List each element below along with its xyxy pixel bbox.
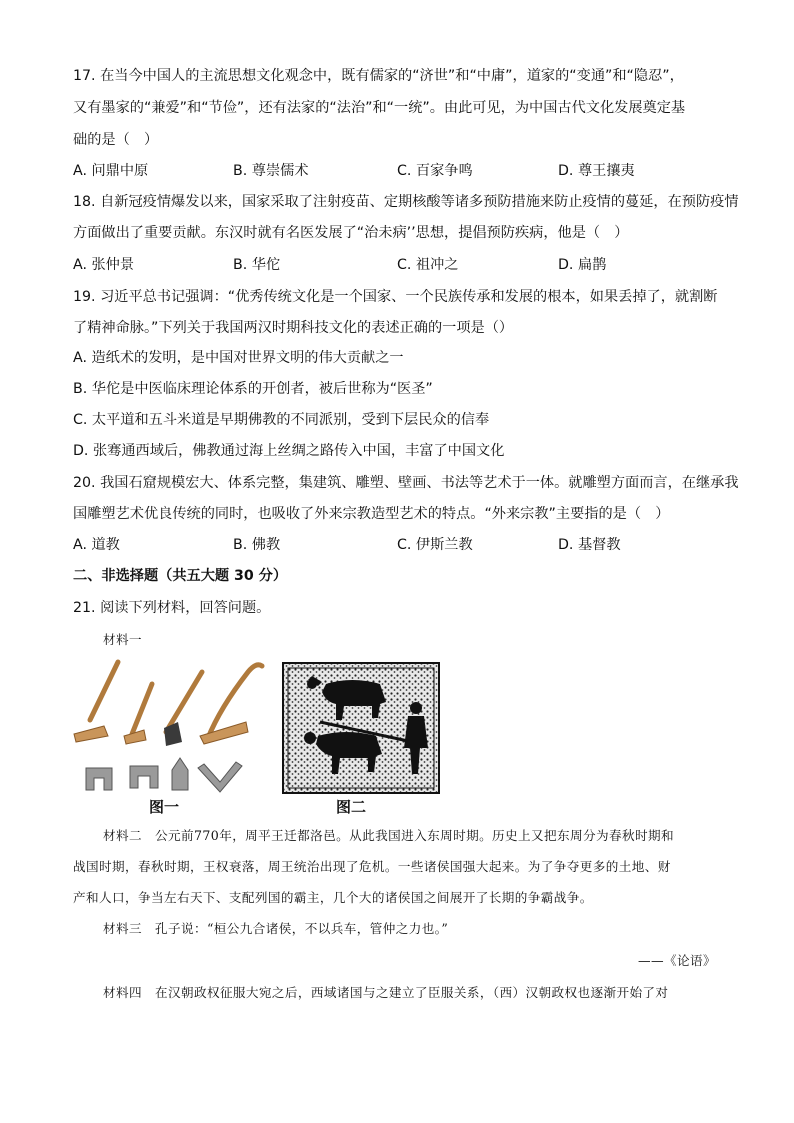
q19-stem-line-2: 了精神命脉。”下列关于我国两汉时期科技文化的表述正确的一项是（）	[73, 320, 514, 336]
material-3-source: ——《论语》	[638, 953, 716, 968]
q19-option-d: D. 张骞通西域后，佛教通过海上丝绸之路传入中国，丰富了中国文化	[73, 443, 505, 459]
q18-stem-line-2: 方面做出了重要贡献。东汉时就有名医发展了“治未病’’思想，提倡预防疾病，他是（ ）	[73, 225, 629, 241]
q17-option-c: C. 百家争鸣	[397, 163, 473, 179]
q20-option-b: B. 佛教	[233, 537, 281, 553]
q19-stem-line-1: 19. 习近平总书记强调：“优秀传统文化是一个国家、一个民族传承和发展的根本，如果丢掉了，就割断	[73, 289, 718, 305]
q20-stem-line-2: 国雕塑艺术优良传统的同时，也吸收了外来宗教造型艺术的特点。“外来宗教”主要指的是（ ）	[73, 506, 670, 522]
q20-option-c: C. 伊斯兰教	[397, 537, 473, 553]
q17-stem-line-3: 础的是（ ）	[73, 132, 159, 148]
material-2-line-1: 材料二 公元前770年，周平王迁都洛邑。从此我国进入东周时期。历史上又把东周分为春秋时期和	[103, 828, 674, 843]
material-2-line-3: 产和人口，争当左右天下、支配列国的霸主，几个大的诸侯国之间展开了长期的争霸战争。	[73, 890, 593, 905]
q17-option-a: A. 问鼎中原	[73, 163, 149, 179]
q17-option-d: D. 尊王攘夷	[558, 163, 635, 179]
q17-option-b: B. 尊崇儒术	[233, 163, 309, 179]
ox-plowing-relief-figure	[282, 662, 440, 794]
material-2-line-2: 战国时期，春秋时期，王权衰落，周王统治出现了危机。一些诸侯国强大起来。为了争夺更多的土地、财	[73, 859, 671, 874]
q19-option-a: A. 造纸术的发明，是中国对世界文明的伟大贡献之一	[73, 350, 404, 366]
q20-option-d: D. 基督教	[558, 537, 621, 553]
q21-prompt: 21. 阅读下列材料，回答问题。	[73, 600, 271, 616]
iron-blades-icon	[86, 758, 242, 792]
q18-option-a: A. 张仲景	[73, 257, 135, 273]
q19-option-b: B. 华佗是中医临床理论体系的开创者，被后世称为“医圣”	[73, 381, 433, 397]
q17-stem-line-2: 又有墨家的“兼爱”和“节俭”，还有法家的“法治”和“一统”。由此可见，为中国古代文化发展奠定基	[73, 100, 686, 116]
q18-stem-line-1: 18. 自新冠疫情爆发以来，国家采取了注射疫苗、定期核酸等诸多预防措施来防止疫情的蔓延，在预防疫情	[73, 194, 739, 210]
q20-stem-line-1: 20. 我国石窟规模宏大、体系完整，集建筑、雕塑、壁画、书法等艺术于一体。就雕塑方面而言，在继承我	[73, 475, 739, 491]
material-4-line-1: 材料四 在汉朝政权征服大宛之后，西域诸国与之建立了臣服关系，（西）汉朝政权也逐渐开始了对	[103, 985, 669, 1000]
q18-option-b: B. 华佗	[233, 257, 281, 273]
section-heading: 二、非选择题（共五大题 30 分）	[73, 568, 288, 584]
q18-option-c: C. 祖冲之	[397, 257, 459, 273]
spade-head-icon	[164, 722, 182, 746]
farm-tools-figure	[70, 658, 266, 798]
figure-2-caption: 图二	[336, 798, 367, 816]
material-1-label: 材料一	[103, 632, 142, 647]
q18-option-d: D. 扁鹊	[558, 257, 607, 273]
q19-option-c: C. 太平道和五斗米道是早期佛教的不同派别，受到下层民众的信奉	[73, 412, 490, 428]
material-3-quote: 材料三 孔子说：“桓公九合诸侯，不以兵车，管仲之力也。”	[103, 921, 449, 936]
q17-stem-line-1: 17. 在当今中国人的主流思想文化观念中，既有儒家的“济世”和“中庸”，道家的“变通”和“隐忍”，	[73, 68, 684, 84]
q20-option-a: A. 道教	[73, 537, 120, 553]
figure-1-caption: 图一	[149, 798, 180, 816]
